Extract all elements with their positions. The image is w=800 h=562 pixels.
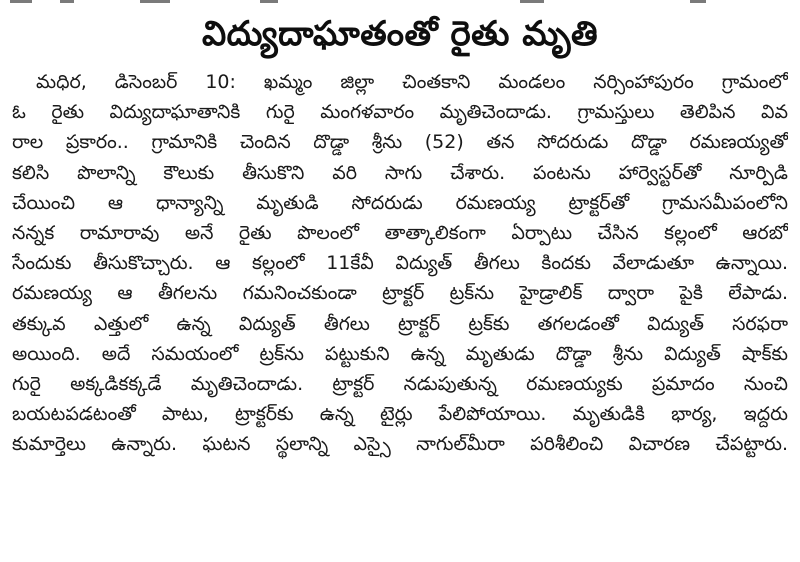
body-line: గురై అక్కడికక్కడే మృతిచెందాడు. ట్రాక్టర్ నడుపుతున్న రమణయ్యకు ప్రమాదం నుంచి xyxy=(12,372,788,395)
body-line: కుమార్తెలు ఉన్నారు. ఘటన స్థలాన్ని ఎస్సై నాగుల్‌మీరా పరిశీలించి విచారణ చేపట్టారు. xyxy=(12,433,788,456)
body-line: బయటపడటంతో పాటు, ట్రాక్టర్‌కు ఉన్న టైర్లు పేలిపోయాయి. మృతుడికి భార్య, ఇద్దరు xyxy=(12,403,788,426)
body-line: నన్నక రామారావు అనే రైతు పొలంలో తాత్కాలికంగా ఏర్పాటు చేసిన కల్లంలో ఆరబో xyxy=(12,221,788,244)
article-body xyxy=(12,67,788,459)
body-line: కలిసి పొలాన్ని కౌలుకు తీసుకొని వరి సాగు చేశారు. పంటను హార్వెస్టర్‌తో నూర్పిడి xyxy=(12,161,788,184)
article-headline: విద్యుదాఘాతంతో రైతు మృతి xyxy=(201,14,599,54)
body-line: రమణయ్య ఆ తీగలను గమనించకుండా ట్రాక్టర్ ట్రక్‌ను హైడ్రాలిక్ ద్వారా పైకి లేపాడు. xyxy=(12,282,788,305)
body-line: రాల ప్రకారం.. గ్రామానికి చెందిన దొడ్డా శ్రీను (52) తన సోదరుడు దొడ్డా రమణయ్యతో xyxy=(12,131,788,154)
cut-off-top-text xyxy=(0,0,800,5)
body-line: చేయించి ఆ ధాన్యాన్ని మృతుడి సోదరుడు రమణయ్య ట్రాక్టర్‌తో గ్రామసమీపంలోని xyxy=(12,191,788,214)
body-line: ఓ రైతు విద్యుదాఘాతానికి గురై మంగళవారం మృతిచెందాడు. గ్రామస్తులు తెలిపిన వివ xyxy=(12,101,788,124)
body-line: మధిర, డిసెంబర్ 10: ఖమ్మం జిల్లా చింతకాని మండలం నర్సింహాపురం గ్రామంలో xyxy=(36,71,788,93)
body-line: సేందుకు తీసుకొచ్చారు. ఆ కల్లంలో 11కేవీ విద్యుత్ తీగలు కిందకు వేలాడుతూ ఉన్నాయి. xyxy=(12,252,788,275)
body-line: తక్కువ ఎత్తులో ఉన్న విద్యుత్ తీగలు ట్రాక్టర్ ట్రక్‌కు తగలడంతో విద్యుత్ సరఫరా xyxy=(12,312,788,335)
body-line: అయింది. అదే సమయంలో ట్రక్‌ను పట్టుకుని ఉన్న మృతుడు దొడ్డా శ్రీను విద్యుత్ షాక్‌కు xyxy=(12,342,788,365)
